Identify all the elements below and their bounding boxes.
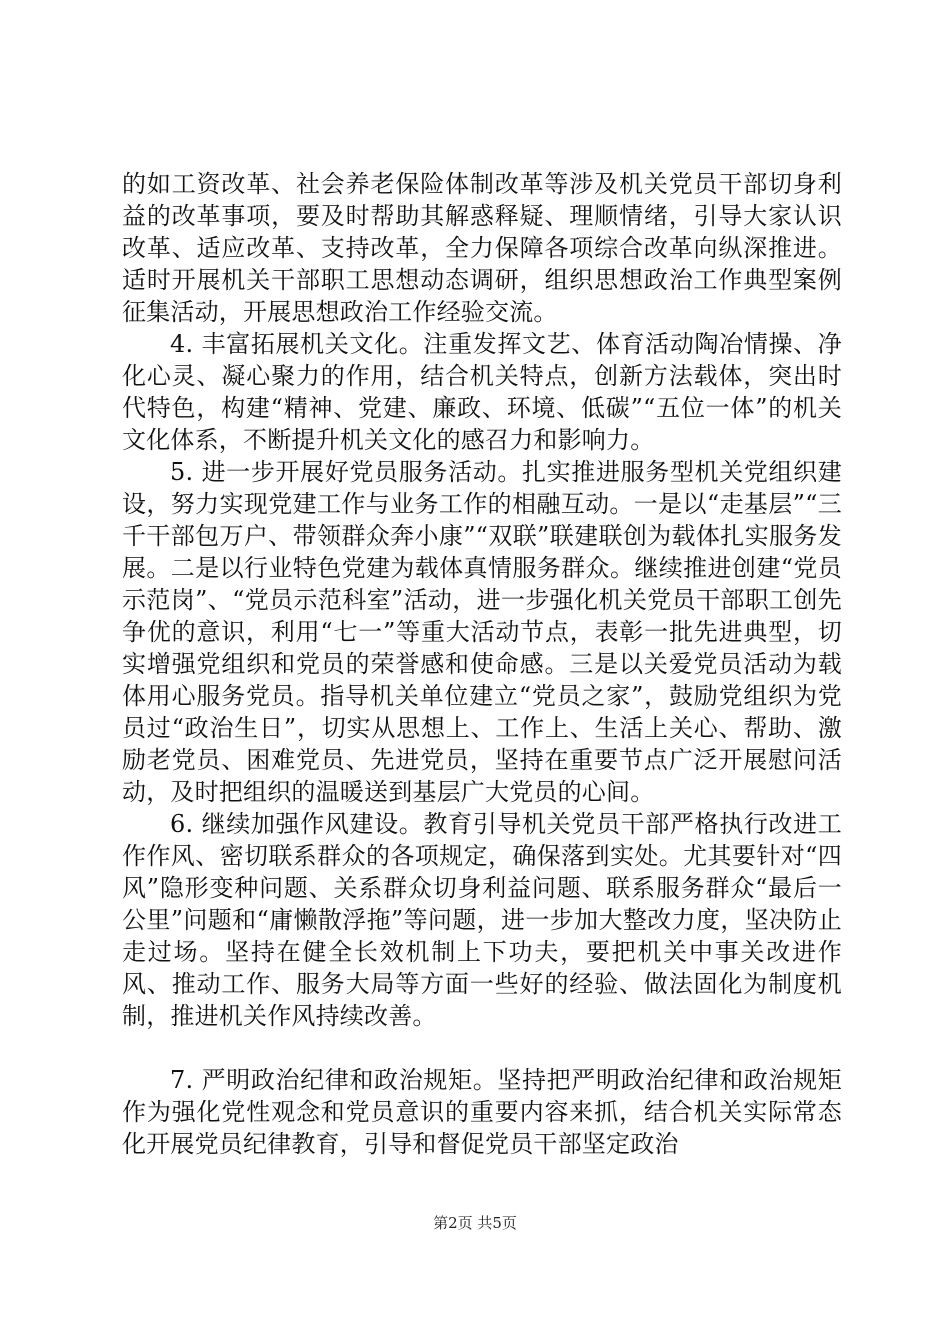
paragraph-item-7: 7. 严明政治纪律和政治规矩。坚持把严明政治纪律和政治规矩作为强化党性观念和党员意识的重要内容来抓，结合机关实际常态化开展党员纪律教育，引导和督促党员干部坚定政治 xyxy=(122,1066,842,1158)
paragraph-continuation: 的如工资改革、社会养老保险体制改革等涉及机关党员干部切身利益的改革事项，要及时帮助其解惑释疑、理顺情绪，引导大家认识改革、适应改革、支持改革，全力保障各项综合改革向纵深推进。适时开展机关干部职工思想动态调研，组织思想政治工作典型案例征集活动，开展思想政治工作经验交流。 xyxy=(122,170,842,326)
paragraph-item-5: 5. 进一步开展好党员服务活动。扎实推进服务型机关党组织建设，努力实现党建工作与业务工作的相融互动。一是以“走基层”“三千干部包万户、带领群众奔小康”“双联”联建联创为载体扎实服务发展。二是以行业特色党建为载体真情服务群众。继续推进创建“党员示范岗”、“党员示范科室”活动，进一步强化机关党员干部职工创先争优的意识，利用“七一”等重大活动节点，表彰一批先进典型，切实增强党组织和党员的荣誉感和使命感。三是以关爱党员活动为载体用心服务党员。指导机关单位建立“党员之家”，鼓励党组织为党员过“政治生日”，切实从思想上、工作上、生活上关心、帮助、激励老党员、困难党员、先进党员，坚持在重要节点广泛开展慰问活动，及时把组织的温暖送到基层广大党员的心间。 xyxy=(122,458,842,806)
document-body xyxy=(122,168,842,1160)
paragraph-item-4: 4. 丰富拓展机关文化。注重发挥文艺、体育活动陶冶情操、净化心灵、凝心聚力的作用，结合机关特点，创新方法载体，突出时代特色，构建“精神、党建、廉政、环境、低碳”“五位一体”的机关文化体系，不断提升机关文化的感召力和影响力。 xyxy=(122,330,842,454)
paragraph-item-6: 6. 继续加强作风建设。教育引导机关党员干部严格执行改进工作作风、密切联系群众的各项规定，确保落到实处。尤其要针对“四风”隐形变种问题、关系群众切身利益问题、联系服务群众“最后一公里”问题和“庸懒散浮拖”等问题，进一步加大整改力度，坚决防止走过场。坚持在健全长效机制上下功夫，要把机关中事关改进作风、推动工作、服务大局等方面一些好的经验、做法固化为制度机制，推进机关作风持续改善。 xyxy=(122,810,842,1030)
page-footer: 第2页 共5页 xyxy=(433,1214,517,1232)
